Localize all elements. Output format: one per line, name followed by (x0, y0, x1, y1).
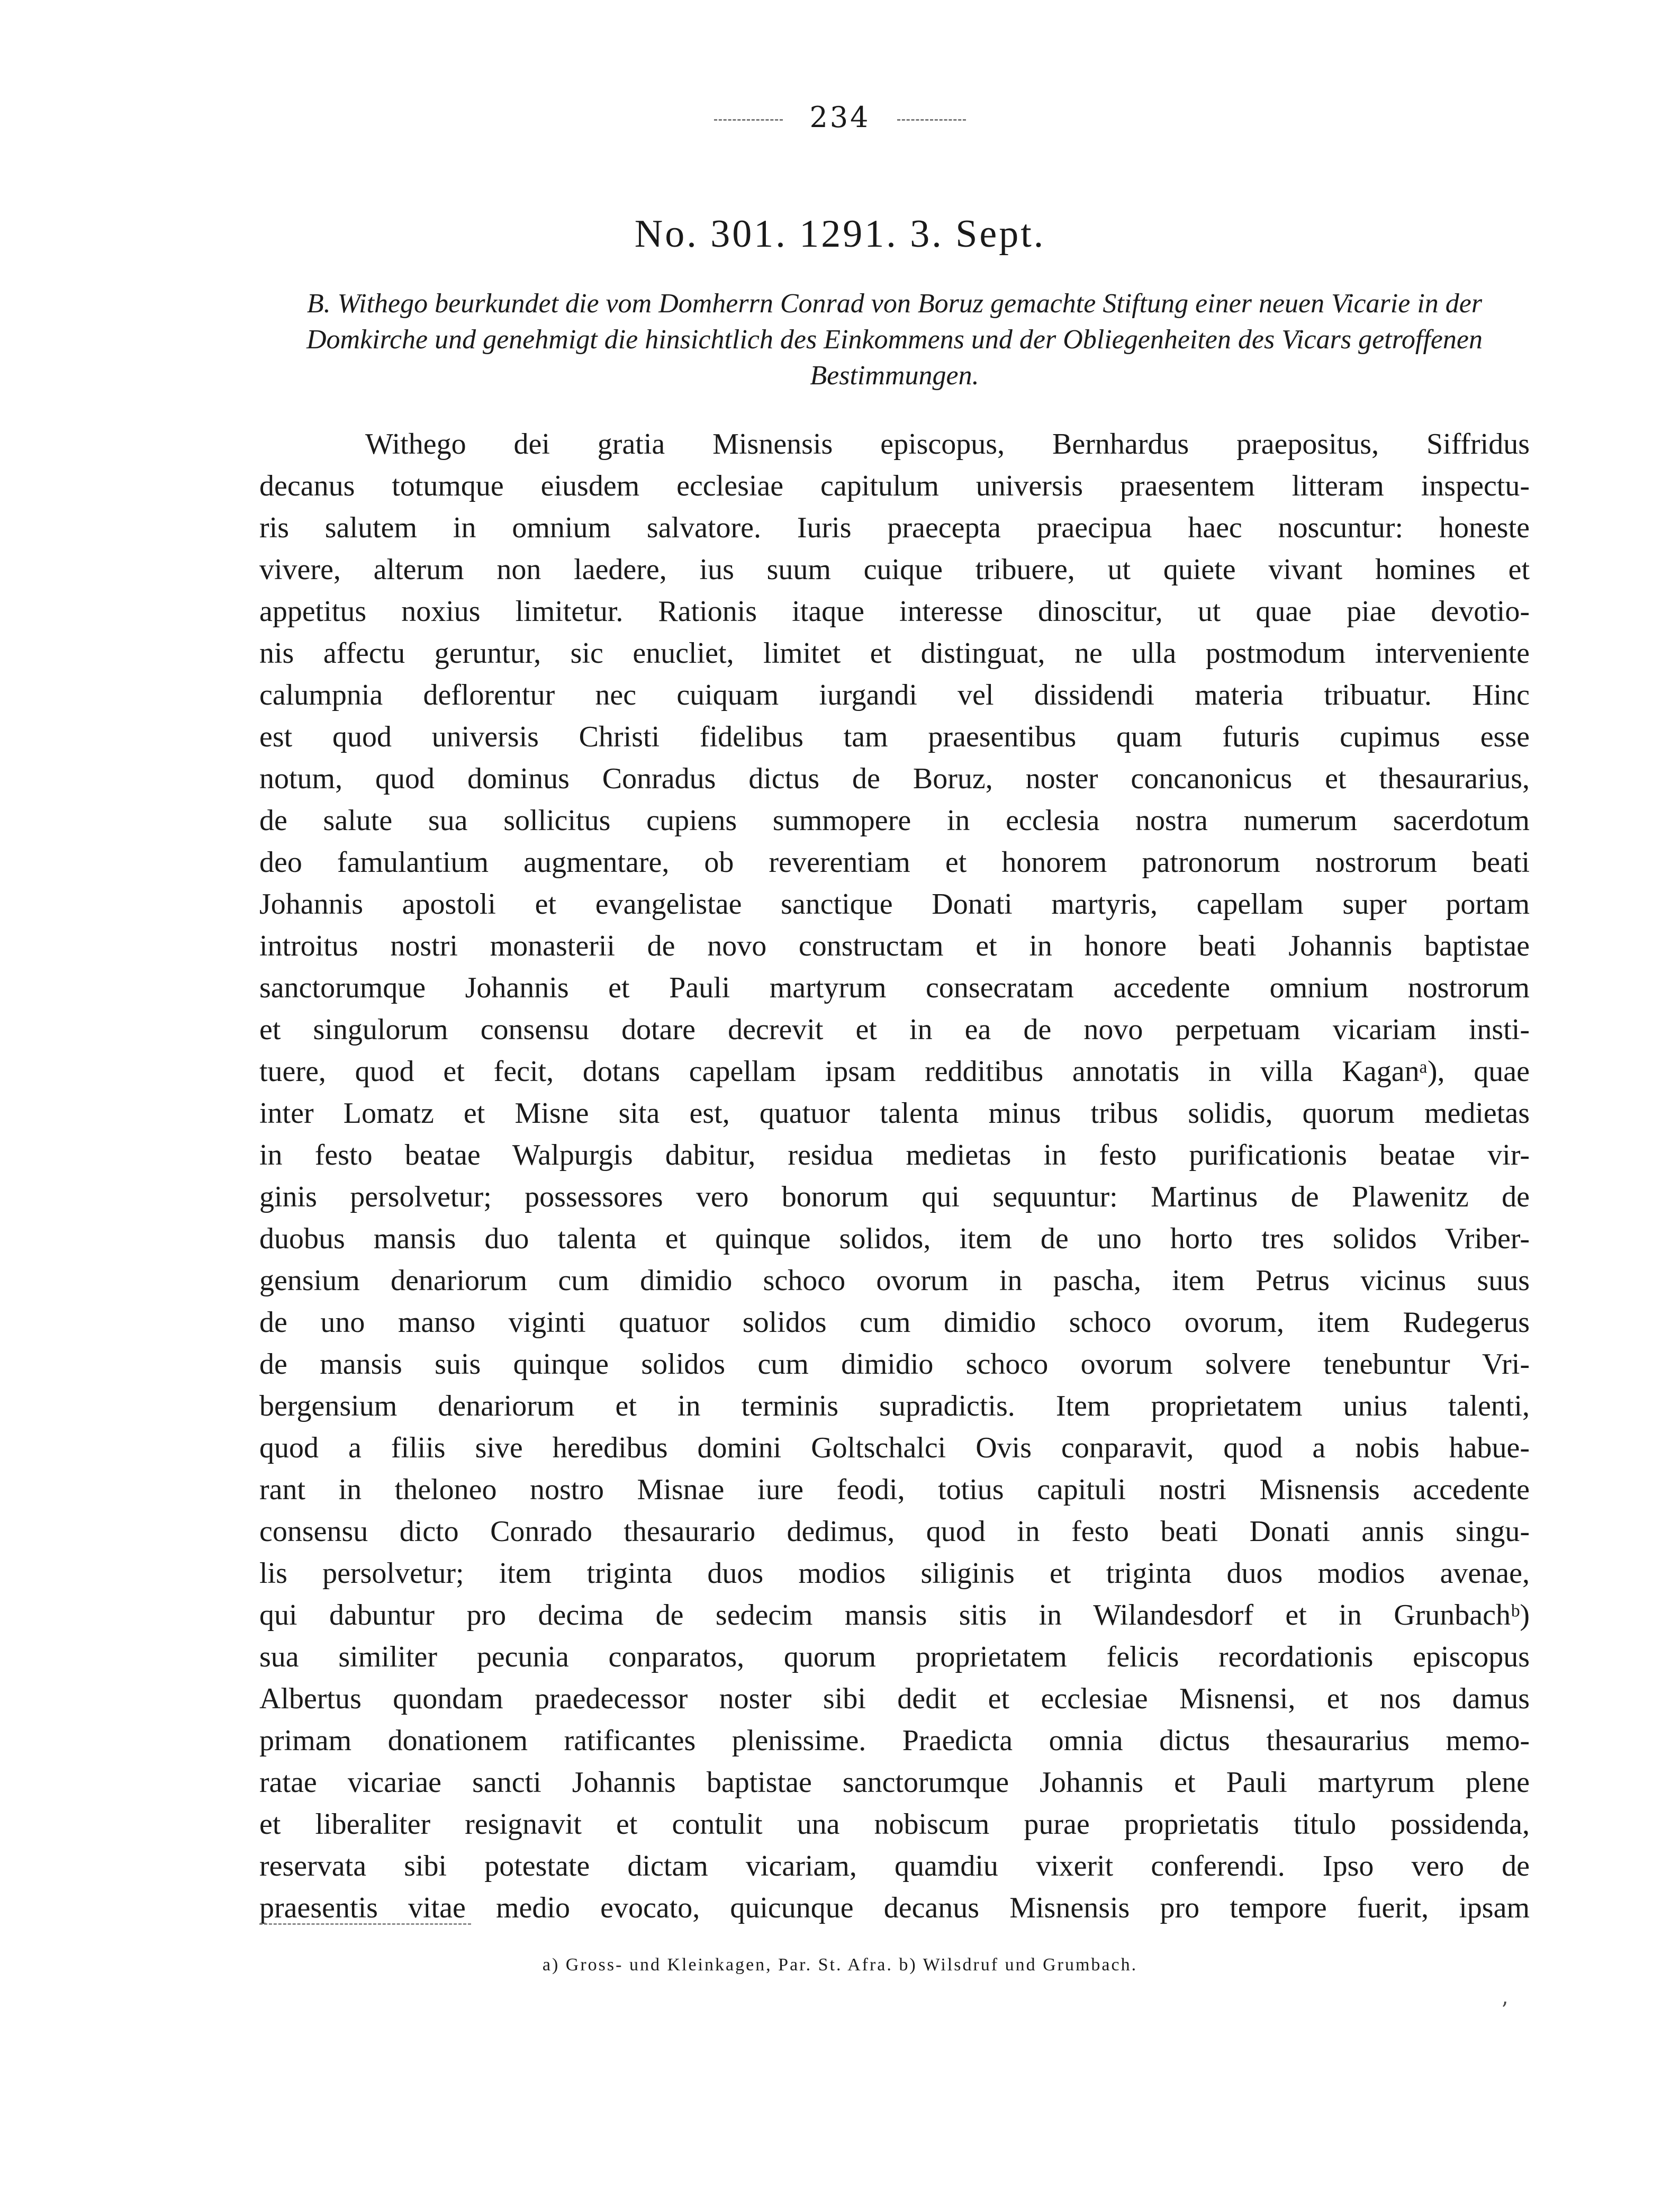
text-line: introitus nostri monasterii de novo constructam et in honore beati Johannis baptistae (259, 930, 1530, 962)
text-line: bergensium denariorum et in terminis supradictis. Item proprietatem unius talenti, (259, 1390, 1530, 1422)
text-line: gensium denariorum cum dimidio schoco ovorum in pascha, item Petrus vicinus suus (259, 1264, 1530, 1297)
page-header (0, 101, 1680, 134)
text-line: inter Lomatz et Misne sita est, quatuor talenta minus tribus solidis, quorum medietas (259, 1097, 1530, 1130)
text-line: duobus mansis duo talenta et quinque solidos, item de uno horto tres solidos Vriber- (259, 1222, 1530, 1255)
text-line: est quod universis Christi fidelibus tam praesentibus quam futuris cupimus esse (259, 720, 1530, 753)
text-line: nis affectu geruntur, sic enucliet, limitet et distinguat, ne ulla postmodum interveniente (259, 637, 1530, 670)
text-line: de uno manso viginti quatuor solidos cum dimidio schoco ovorum, item Rudegerus (259, 1306, 1530, 1339)
charter-text (259, 424, 1530, 1929)
text-line: calumpnia deflorentur nec cuiquam iurgandi vel dissidendi materia tribuatur. Hinc (259, 679, 1530, 711)
text-line: Withego dei gratia Misnensis episcopus, Bernhardus praepositus, Siffridus (365, 428, 1530, 461)
text-line: tuere, quod et fecit, dotans capellam ipsam redditibus annotatis in villa Kaganᵃ), quae (259, 1055, 1530, 1088)
text-line: notum, quod dominus Conradus dictus de Boruz, noster concanonicus et thesaurarius, (259, 762, 1530, 795)
text-line: et singulorum consensu dotare decrevit et in ea de novo perpetuam vicariam insti- (259, 1013, 1530, 1046)
stray-mark: ʼ (1501, 1998, 1507, 2023)
text-line: praesentis vitae medio evocato, quicunque decanus Misnensis pro tempore fuerit, ipsam (259, 1891, 1530, 1924)
text-line: quod a filiis sive heredibus domini Goltschalci Ovis conparavit, quod a nobis habue- (259, 1431, 1530, 1464)
text-line: rant in theloneo nostro Misnae iure feodi, totius capituli nostri Misnensis accedente (259, 1473, 1530, 1506)
text-line: appetitus noxius limitetur. Rationis itaque interesse dinoscitur, ut quae piae devotio- (259, 595, 1530, 628)
text-line: ratae vicariae sancti Johannis baptistae sanctorumque Johannis et Pauli martyrum plene (259, 1766, 1530, 1799)
text-line: reservata sibi potestate dictam vicariam, quamdiu vixerit conferendi. Ipso vero de (259, 1850, 1530, 1882)
text-line: ginis persolvetur; possessores vero bonorum qui sequuntur: Martinus de Plawenitz de (259, 1181, 1530, 1213)
text-line: in festo beatae Walpurgis dabitur, residua medietas in festo purificationis beatae vir- (259, 1139, 1530, 1172)
text-line: sua similiter pecunia conparatos, quorum proprietatem felicis recordationis episcopus (259, 1641, 1530, 1673)
text-line: qui dabuntur pro decima de sedecim mansis sitis in Wilandesdorf et in Grunbachᵇ) (259, 1599, 1530, 1632)
page-number: 234 (809, 101, 871, 134)
text-line: Johannis apostoli et evangelistae sanctique Donati martyris, capellam super portam (259, 888, 1530, 921)
text-line: consensu dicto Conrado thesaurario dedimus, quod in festo beati Donati annis singu- (259, 1515, 1530, 1548)
regest-summary: B. Withego beurkundet die vom Domherrn Conrad von Boruz gemachte Stiftung einer neuen Vicarie in der Domkirche und genehmigt die hinsichtlich des Einkommens und der Obliegenheiten des Vicars getroffenen Bestimmungen. (306, 289, 1483, 391)
header-dash-right (897, 119, 966, 121)
text-line: et liberaliter resignavit et contulit una nobiscum purae proprietatis titulo possidenda, (259, 1808, 1530, 1841)
text-line: de salute sua sollicitus cupiens summopere in ecclesia nostra numerum sacerdotum (259, 804, 1530, 837)
text-line: sanctorumque Johannis et Pauli martyrum consecratam accedente omnium nostrorum (259, 971, 1530, 1004)
text-line: deo famulantium augmentare, ob reverentiam et honorem patronorum nostrorum beati (259, 846, 1530, 879)
text-line: lis persolvetur; item triginta duos modios siliginis et triginta duos modios avenae, (259, 1557, 1530, 1590)
header-dash-left (714, 119, 783, 121)
document-title: No. 301. 1291. 3. Sept. (634, 212, 1046, 256)
text-line: decanus totumque eiusdem ecclesiae capitulum universis praesentem litteram inspectu- (259, 470, 1530, 502)
text-line: Albertus quondam praedecessor noster sibi dedit et ecclesiae Misnensi, et nos damus (259, 1682, 1530, 1715)
text-line: vivere, alterum non laedere, ius suum cuique tribuere, ut quiete vivant homines et (259, 553, 1530, 586)
footnotes: a) Gross- und Kleinkagen, Par. St. Afra. b) Wilsdruf und Grumbach. (542, 1955, 1138, 1975)
text-line: primam donationem ratificantes plenissime. Praedicta omnia dictus thesaurarius memo- (259, 1724, 1530, 1757)
footnote-divider (259, 1923, 471, 1925)
text-line: de mansis suis quinque solidos cum dimidio schoco ovorum solvere tenebuntur Vri- (259, 1348, 1530, 1381)
text-line: ris salutem in omnium salvatore. Iuris praecepta praecipua haec noscuntur: honeste (259, 511, 1530, 544)
